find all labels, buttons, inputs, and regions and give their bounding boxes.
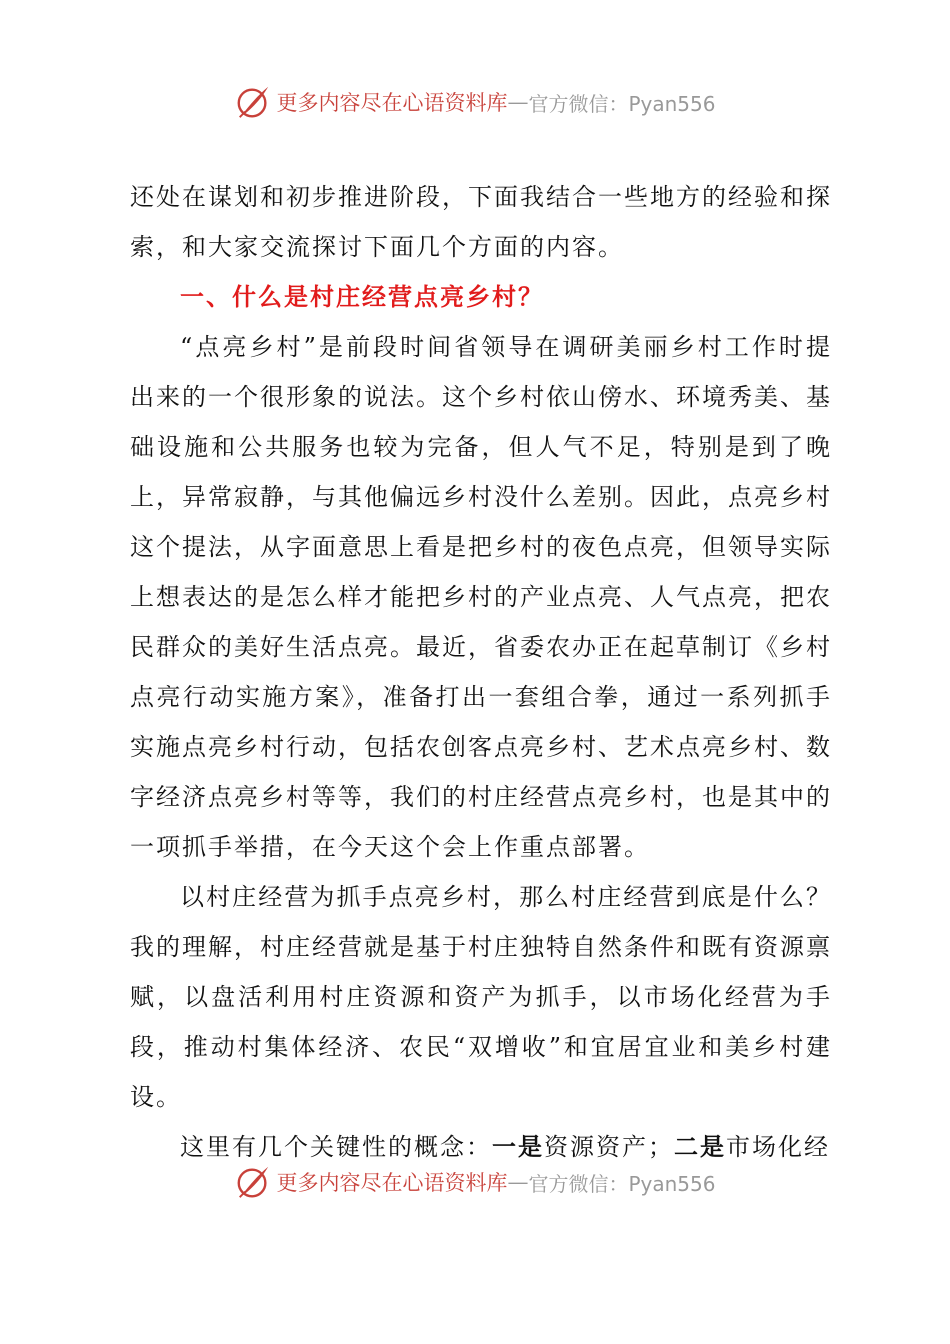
quill-logo-icon bbox=[234, 83, 272, 121]
header-banner bbox=[0, 80, 950, 124]
footer-banner bbox=[0, 1160, 950, 1204]
quill-logo-icon bbox=[234, 1163, 272, 1201]
concept-one-label: 一是 bbox=[492, 1132, 544, 1161]
paragraph-intro: 还处在谋划和初步推进阶段，下面我结合一些地方的经验和探索，和大家交流探讨下面几个方面的内容。 bbox=[130, 183, 832, 261]
banner-dash: — bbox=[507, 1170, 529, 1194]
section-heading: 一、什么是村庄经营点亮乡村？ bbox=[180, 282, 544, 311]
banner-title: 更多内容尽在心语资料库 bbox=[276, 1171, 508, 1195]
banner-wechat: 官方微信：Pyan556 bbox=[528, 91, 716, 116]
concept-two-label: 二是 bbox=[674, 1132, 726, 1161]
concept-two-text: 市场化经 bbox=[726, 1133, 830, 1161]
banner-dash: — bbox=[507, 90, 529, 114]
paragraph-village-operation: 以村庄经营为抓手点亮乡村，那么村庄经营到底是什么？我的理解，村庄经营就是基于村庄独特自然条件和既有资源禀赋，以盘活利用村庄资源和资产为抓手，以市场化经营为手段，推动村集体经济、农民“双增收”和宜居宜业和美乡村建设。 bbox=[130, 883, 832, 1111]
document-body bbox=[130, 172, 832, 1172]
concept-one-text: 资源资产； bbox=[544, 1133, 674, 1161]
paragraph-lighting-village: “点亮乡村”是前段时间省领导在调研美丽乡村工作时提出来的一个很形象的说法。这个乡村依山傍水、环境秀美、基础设施和公共服务也较为完备，但人气不足，特别是到了晚上，异常寂静，与其他偏远乡村没什么差别。因此，点亮乡村这个提法，从字面意思上看是把乡村的夜色点亮，但领导实际上想表达的是怎么样才能把乡村的产业点亮、人气点亮，把农民群众的美好生活点亮。最近，省委农办正在起草制订《乡村点亮行动实施方案》，准备打出一套组合拳，通过一系列抓手实施点亮乡村行动，包括农创客点亮乡村、艺术点亮乡村、数字经济点亮乡村等等，我们的村庄经营点亮乡村，也是其中的一项抓手举措，在今天这个会上作重点部署。 bbox=[130, 333, 832, 861]
banner-title: 更多内容尽在心语资料库 bbox=[276, 91, 508, 115]
banner-wechat: 官方微信：Pyan556 bbox=[528, 1171, 716, 1196]
concepts-lead: 这里有几个关键性的概念： bbox=[180, 1133, 492, 1161]
